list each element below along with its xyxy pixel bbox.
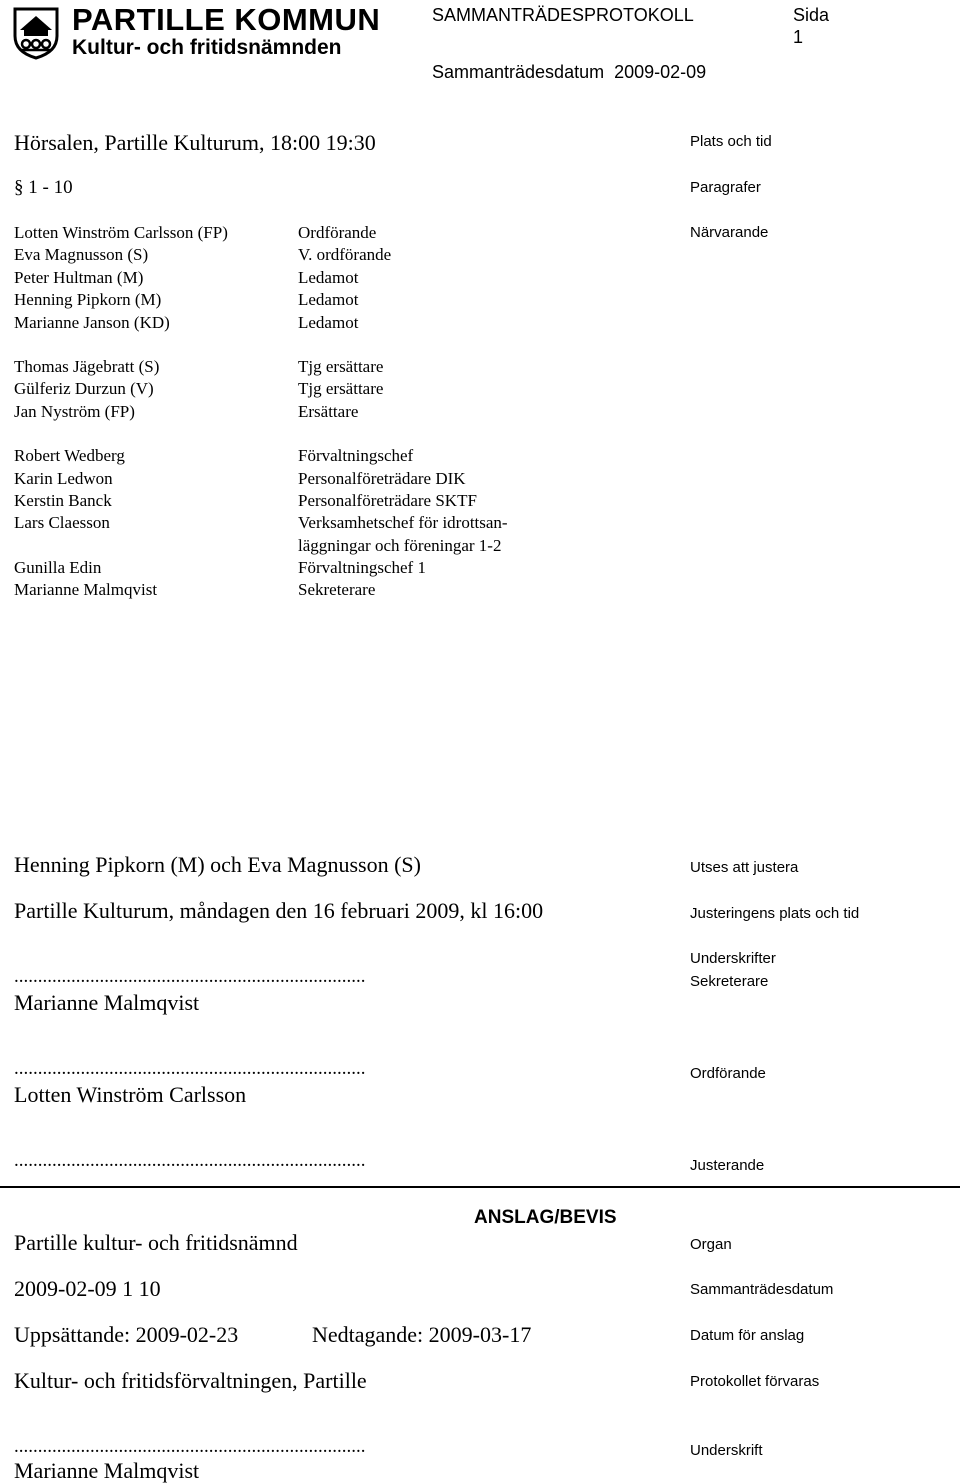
notice-title: ANSLAG/BEVIS <box>474 1207 617 1228</box>
attendee-role: Ledamot <box>298 267 359 287</box>
attendee-role: Ledamot <box>298 290 359 310</box>
attendee-name: Peter Hultman (M) <box>14 267 144 287</box>
attendee-name: Marianne Malmqvist <box>14 580 158 600</box>
attendee-name <box>14 535 228 557</box>
attendee-role: Förvaltningschef 1 <box>298 558 426 578</box>
signature-line: .......................................................................... <box>14 1058 366 1079</box>
chair-label: Ordförande <box>690 1065 766 1082</box>
attendee-role: Tjg ersättare <box>298 379 384 399</box>
signatures-label: Underskrifter <box>690 950 776 967</box>
attendee-name: Gülferiz Durzun (V) <box>14 379 154 399</box>
posting-label: Datum för anslag <box>690 1327 805 1344</box>
attendee-role: V. ordförande <box>298 245 392 265</box>
attendee-roles <box>298 222 508 602</box>
meeting-date-label: Sammanträdesdatum <box>432 62 605 82</box>
storage-label: Protokollet förvaras <box>690 1373 820 1390</box>
attendee-name: Lars Claesson <box>14 513 110 533</box>
attendee-role: Tjg ersättare <box>298 356 384 376</box>
adjusters: Henning Pipkorn (M) och Eva Magnusson (S) <box>14 852 421 877</box>
attendee-role: Ersättare <box>298 401 359 421</box>
meeting-date-value: 2009-02-09 <box>614 62 707 82</box>
section-sign-icon: § <box>14 177 24 198</box>
place-time-label: Plats och tid <box>690 133 772 150</box>
paragraphs-line <box>14 177 73 199</box>
department-name: Kultur- och fritidsnämnden <box>72 36 342 59</box>
signature-line: .......................................................................... <box>14 1436 366 1457</box>
organ-label: Organ <box>690 1236 732 1253</box>
attendee-name: Kerstin Banck <box>14 490 112 510</box>
attendee-role: Personalföreträdare DIK <box>298 468 466 488</box>
meeting-date-header <box>432 62 706 83</box>
notice-date-paragraphs <box>14 1276 161 1302</box>
attendee-role: Förvaltningschef <box>298 446 414 466</box>
adjusters-label: Utses att justera <box>690 859 799 876</box>
place-time: Hörsalen, Partille Kulturum, 18:00 19:30 <box>14 130 376 155</box>
chair-name: Lotten Winström Carlsson <box>14 1082 247 1107</box>
attendee-role: Verksamhetschef för idrottsan- <box>298 513 508 533</box>
municipal-logo <box>12 2 392 62</box>
secretary-name: Marianne Malmqvist <box>14 990 200 1015</box>
paragraphs-value: 1 - 10 <box>23 177 73 198</box>
signature-line: .......................................................................... <box>14 966 366 987</box>
adjustment-place-time: Partille Kulturum, måndagen den 16 februari 2009, kl 16:00 <box>14 898 544 923</box>
posted-date: Uppsättande: 2009-02-23 <box>14 1322 239 1347</box>
attendee-name: Gunilla Edin <box>14 558 102 578</box>
attendee-role: Ledamot <box>298 312 359 332</box>
attendee-role: läggningar och föreningar 1-2 <box>298 535 502 555</box>
attendee-name: Lotten Winström Carlsson (FP) <box>14 223 228 242</box>
paragraphs-label: Paragrafer <box>690 179 761 196</box>
document-type: SAMMANTRÄDESPROTOKOLL <box>432 5 694 25</box>
attendee-names <box>14 222 228 602</box>
attendee-name: Marianne Janson (KD) <box>14 312 170 332</box>
page-number: 1 <box>793 27 804 47</box>
attendee-role: Personalföreträdare SKTF <box>298 490 477 510</box>
secretary-label: Sekreterare <box>690 973 769 990</box>
removed-date: Nedtagande: 2009-03-17 <box>312 1322 532 1347</box>
storage: Kultur- och fritidsförvaltningen, Partille <box>14 1368 367 1393</box>
signature-label: Underskrift <box>690 1442 763 1459</box>
attendee-name: Robert Wedberg <box>14 446 125 466</box>
signature-line: .......................................................................... <box>14 1150 366 1171</box>
notice-date-label: Sammanträdesdatum <box>690 1281 834 1298</box>
adjustment-place-time-label: Justeringens plats och tid <box>690 905 860 922</box>
organ: Partille kultur- och fritidsnämnd <box>14 1230 298 1255</box>
page-label: Sida <box>793 5 830 25</box>
notice-date-value: 2009-02-09 1 10 <box>14 1276 161 1301</box>
org-name: PARTILLE KOMMUN <box>72 2 381 37</box>
attendee-name: Karin Ledwon <box>14 468 113 488</box>
attendee-name: Henning Pipkorn (M) <box>14 290 162 310</box>
present-label: Närvarande <box>690 224 769 241</box>
attendee-role: Sekreterare <box>298 580 376 600</box>
adjuster-label: Justerande <box>690 1157 765 1174</box>
signer-name: Marianne Malmqvist <box>14 1458 200 1483</box>
attendee-name: Thomas Jägebratt (S) <box>14 356 160 376</box>
attendee-name: Eva Magnusson (S) <box>14 245 149 265</box>
attendee-name: Jan Nyström (FP) <box>14 401 135 421</box>
section-divider <box>0 1186 960 1188</box>
attendee-role: Ordförande <box>298 223 377 242</box>
crest-icon <box>12 6 60 60</box>
